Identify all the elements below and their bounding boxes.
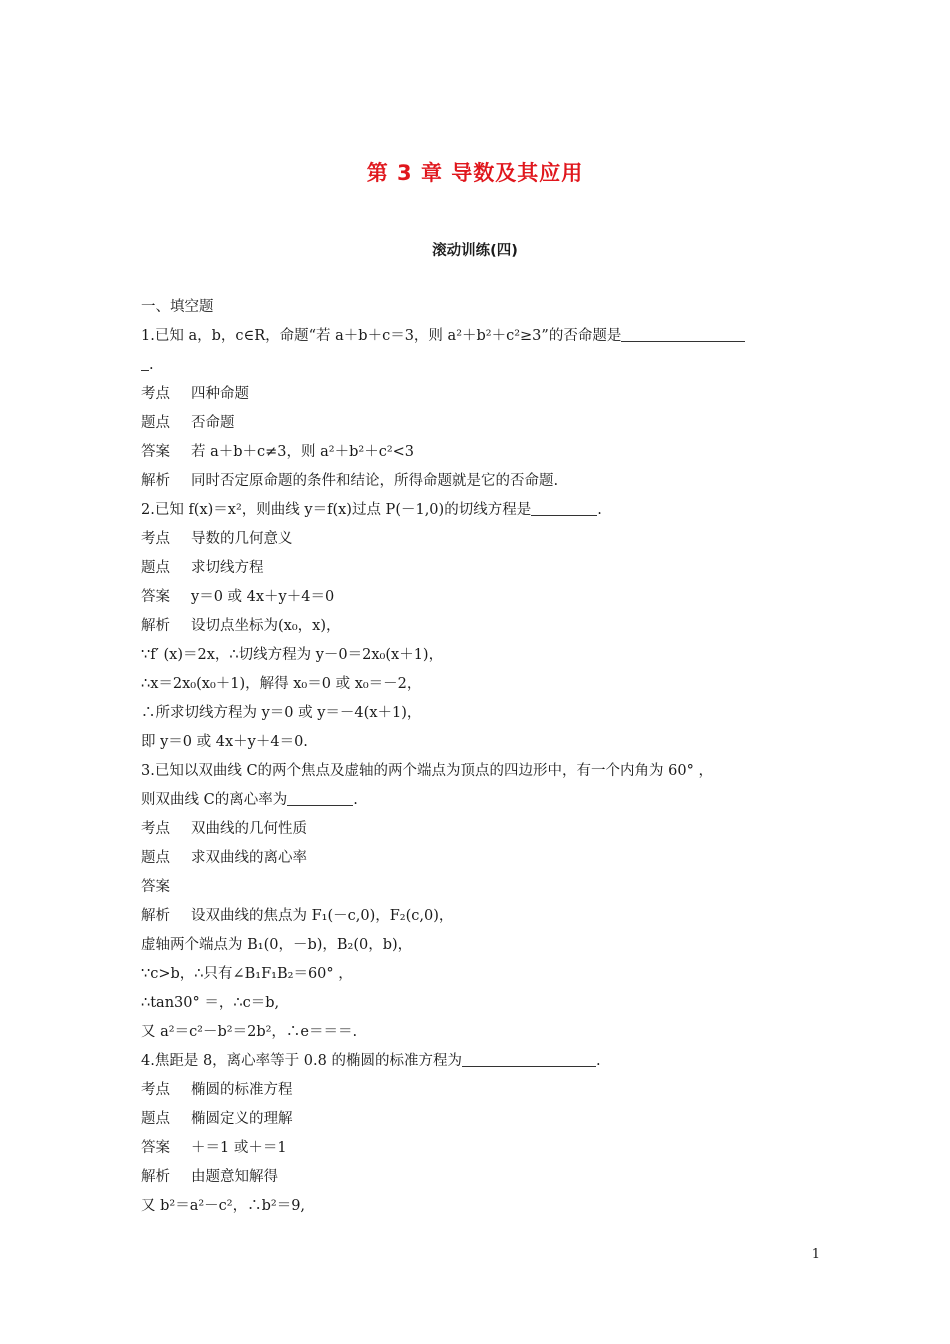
answer-blank bbox=[287, 789, 353, 806]
section-heading: 一、填空题 bbox=[141, 299, 214, 315]
q3-analysis: 解析 设双曲线的焦点为 F₁(－c,0)，F₂(c,0)， bbox=[141, 908, 454, 924]
answer-blank bbox=[531, 499, 597, 516]
q1-analysis: 解析 同时否定原命题的条件和结论，所得命题就是它的否命题. bbox=[141, 473, 559, 489]
q3-stem-cont: 则双曲线 C的离心率为 . bbox=[141, 786, 816, 815]
q4-kaodian: 考点 椭圆的标准方程 bbox=[141, 1082, 293, 1098]
q2-tidian: 题点 求切线方程 bbox=[141, 560, 264, 576]
q2-analysis-line: ∴x＝2x₀(x₀＋1)，解得 x₀＝0 或 x₀＝－2， bbox=[141, 676, 422, 692]
q3-kaodian: 考点 双曲线的几何性质 bbox=[141, 821, 307, 837]
answer-blank bbox=[141, 354, 149, 371]
q2-kaodian: 考点 导数的几何意义 bbox=[141, 531, 293, 547]
answer-blank bbox=[621, 325, 745, 342]
q2-stem: 2.已知 f(x)＝x²，则曲线 y＝f(x)过点 P(－1,0)的切线方程是 . bbox=[141, 496, 816, 525]
q3-analysis-line: 虚轴两个端点为 B₁(0，－b)，B₂(0，b)， bbox=[141, 937, 413, 953]
q2-analysis-line: ∴所求切线方程为 y＝0 或 y＝－4(x＋1)， bbox=[141, 705, 422, 721]
q1-stem-cont: . bbox=[141, 351, 816, 380]
q1-kaodian: 考点 四种命题 bbox=[141, 386, 249, 402]
page-number: 1 bbox=[811, 1247, 820, 1262]
q4-analysis-line: 又 b²＝a²－c²，∴b²＝9, bbox=[141, 1198, 306, 1214]
q2-analysis-line: 即 y＝0 或 4x＋y＋4＝0. bbox=[141, 734, 308, 750]
q1-tidian: 题点 否命题 bbox=[141, 415, 235, 431]
q3-analysis-line: ∴tan30° ＝，∴c＝b, bbox=[141, 995, 280, 1011]
q4-tidian: 题点 椭圆定义的理解 bbox=[141, 1111, 293, 1127]
q2-analysis: 解析 设切点坐标为(x₀，x)， bbox=[141, 618, 341, 634]
q3-analysis-line: ∵c>b，∴只有∠B₁F₁B₂＝60° ， bbox=[141, 966, 353, 982]
document-body bbox=[141, 293, 816, 1221]
q2-analysis-line: ∵f′ (x)＝2x，∴切线方程为 y－0＝2x₀(x＋1)， bbox=[141, 647, 444, 663]
q3-analysis-line: 又 a²＝c²－b²＝2b²，∴e＝＝＝. bbox=[141, 1024, 358, 1040]
q3-answer: 答案 bbox=[141, 879, 170, 895]
section-subtitle: 滚动训练(四) bbox=[432, 243, 518, 259]
q3-tidian: 题点 求双曲线的离心率 bbox=[141, 850, 307, 866]
chapter-title: 第 3 章 导数及其应用 bbox=[366, 161, 584, 185]
q4-analysis: 解析 由题意知解得 bbox=[141, 1169, 278, 1185]
q2-answer: 答案 y＝0 或 4x＋y＋4＝0 bbox=[141, 589, 335, 605]
q1-stem: 1.已知 a，b，c∈R，命题“若 a＋b＋c＝3，则 a²＋b²＋c²≥3”的否命题是 bbox=[141, 322, 816, 351]
q1-answer: 答案 若 a＋b＋c≠3，则 a²＋b²＋c²<3 bbox=[141, 444, 415, 460]
answer-blank bbox=[462, 1050, 596, 1067]
q4-answer: 答案 ＋＝1 或＋＝1 bbox=[141, 1140, 287, 1156]
q4-stem: 4.焦距是 8，离心率等于 0.8 的椭圆的标准方程为 . bbox=[141, 1047, 816, 1076]
q3-stem: 3.已知以双曲线 C的两个焦点及虚轴的两个端点为顶点的四边形中，有一个内角为 60° ， bbox=[141, 763, 713, 779]
